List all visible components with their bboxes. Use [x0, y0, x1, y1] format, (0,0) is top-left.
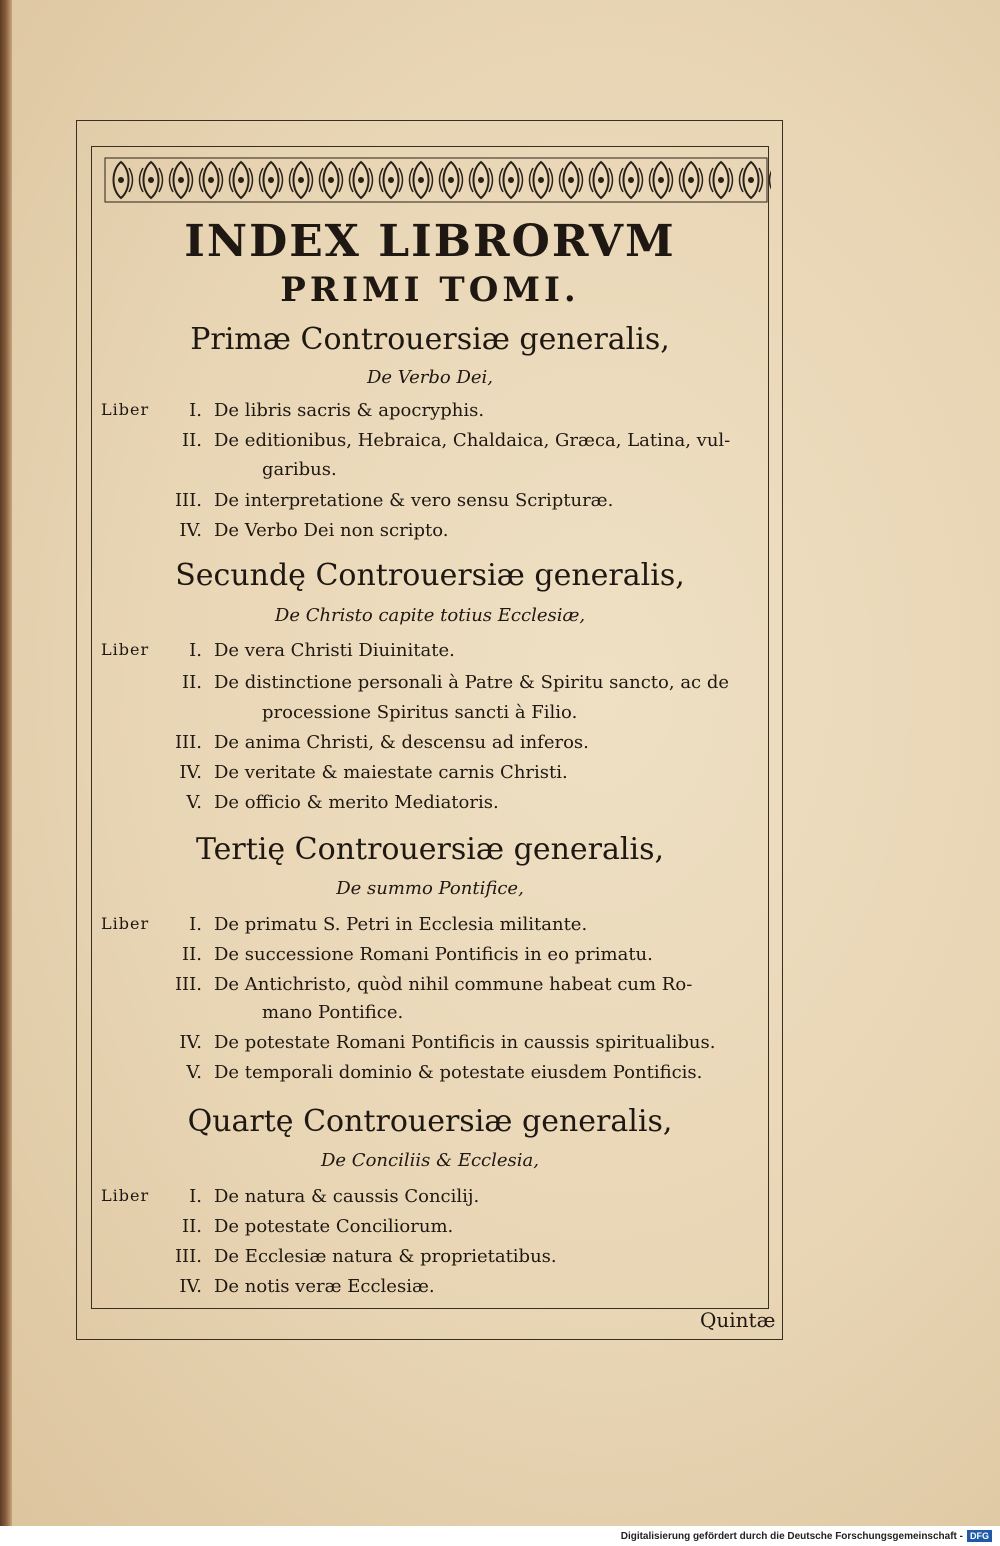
entry-number: V. [186, 792, 202, 813]
entry-number: III. [174, 974, 202, 995]
footer-bar [0, 1526, 1000, 1546]
liber-label: Liber [101, 914, 150, 933]
entry-number: III. [174, 1246, 202, 1267]
entry-text: De editionibus, Hebraica, Chaldaica, Græca, Latina, vul- [214, 430, 731, 451]
entry-text: De vera Christi Diuinitate. [214, 640, 455, 661]
section-heading: Tertię Controuersiæ generalis, [195, 832, 665, 867]
entry-number: II. [182, 430, 202, 451]
index-title: INDEX LIBRORVM [184, 216, 676, 267]
entry-number: I. [189, 400, 202, 421]
entry-text: De libris sacris & apocryphis. [214, 400, 485, 421]
entry-text: De notis veræ Ecclesiæ. [214, 1276, 435, 1297]
entry-number: II. [182, 944, 202, 965]
liber-label: Liber [101, 400, 150, 419]
entry-text: De Ecclesiæ natura & proprietatibus. [214, 1246, 557, 1267]
entry-text: De veritate & maiestate carnis Christi. [214, 762, 568, 783]
book-spine-edge [0, 0, 12, 1526]
entry-number: III. [174, 732, 202, 753]
entry-text: De officio & merito Mediatoris. [214, 792, 499, 813]
liber-label: Liber [101, 1186, 150, 1205]
entry-text: De potestate Conciliorum. [214, 1216, 454, 1237]
entry-number: II. [182, 1216, 202, 1237]
entry-number: IV. [179, 520, 202, 541]
section-subheading: De Christo capite totius Ecclesiæ, [274, 605, 586, 626]
entry-text: De anima Christi, & descensu ad inferos. [214, 732, 589, 753]
dfg-logo-icon: DFG [967, 1530, 992, 1542]
section-subheading: De Verbo Dei, [366, 367, 494, 388]
entry-number: I. [189, 1186, 202, 1207]
entry-number: IV. [179, 762, 202, 783]
entry-text: De primatu S. Petri in Ecclesia militante. [214, 914, 588, 935]
entry-text: De distinctione personali à Patre & Spiritu sancto, ac de [214, 672, 730, 693]
entry-continuation: processione Spiritus sancti à Filio. [262, 702, 578, 723]
section-subheading: De Conciliis & Ecclesia, [321, 1150, 539, 1171]
entry-number: V. [186, 1062, 202, 1083]
section-heading: Primæ Controuersiæ generalis, [190, 322, 670, 357]
catchword: Quintæ [700, 1308, 776, 1332]
entry-text: De interpretatione & vero sensu Scripturæ. [214, 490, 614, 511]
entry-number: I. [189, 914, 202, 935]
section-heading: Quartę Controuersiæ generalis, [187, 1104, 673, 1139]
ornament-band-icon [101, 152, 771, 208]
entry-text: De natura & caussis Concilij. [214, 1186, 480, 1207]
entry-continuation: mano Pontifice. [262, 1002, 404, 1023]
section-heading: Secundę Controuersiæ generalis, [175, 558, 685, 593]
liber-label: Liber [101, 640, 150, 659]
entry-continuation: garibus. [262, 459, 337, 480]
entry-text: De Verbo Dei non scripto. [214, 520, 449, 541]
entry-number: IV. [179, 1276, 202, 1297]
entry-number: I. [189, 640, 202, 661]
index-subtitle: PRIMI TOMI. [280, 270, 580, 310]
footer-credit: Digitalisierung gefördert durch die Deutsche Forschungsgemeinschaft - [620, 1530, 963, 1542]
entry-text: De potestate Romani Pontificis in caussis spiritualibus. [214, 1032, 716, 1053]
entry-number: III. [174, 490, 202, 511]
entry-text: De Antichristo, quòd nihil commune habeat cum Ro- [214, 974, 693, 995]
entry-number: II. [182, 672, 202, 693]
entry-text: De successione Romani Pontificis in eo primatu. [214, 944, 653, 965]
entry-text: De temporali dominio & potestate eiusdem Pontificis. [214, 1062, 703, 1083]
section-subheading: De summo Pontifice, [336, 878, 524, 899]
entry-number: IV. [179, 1032, 202, 1053]
